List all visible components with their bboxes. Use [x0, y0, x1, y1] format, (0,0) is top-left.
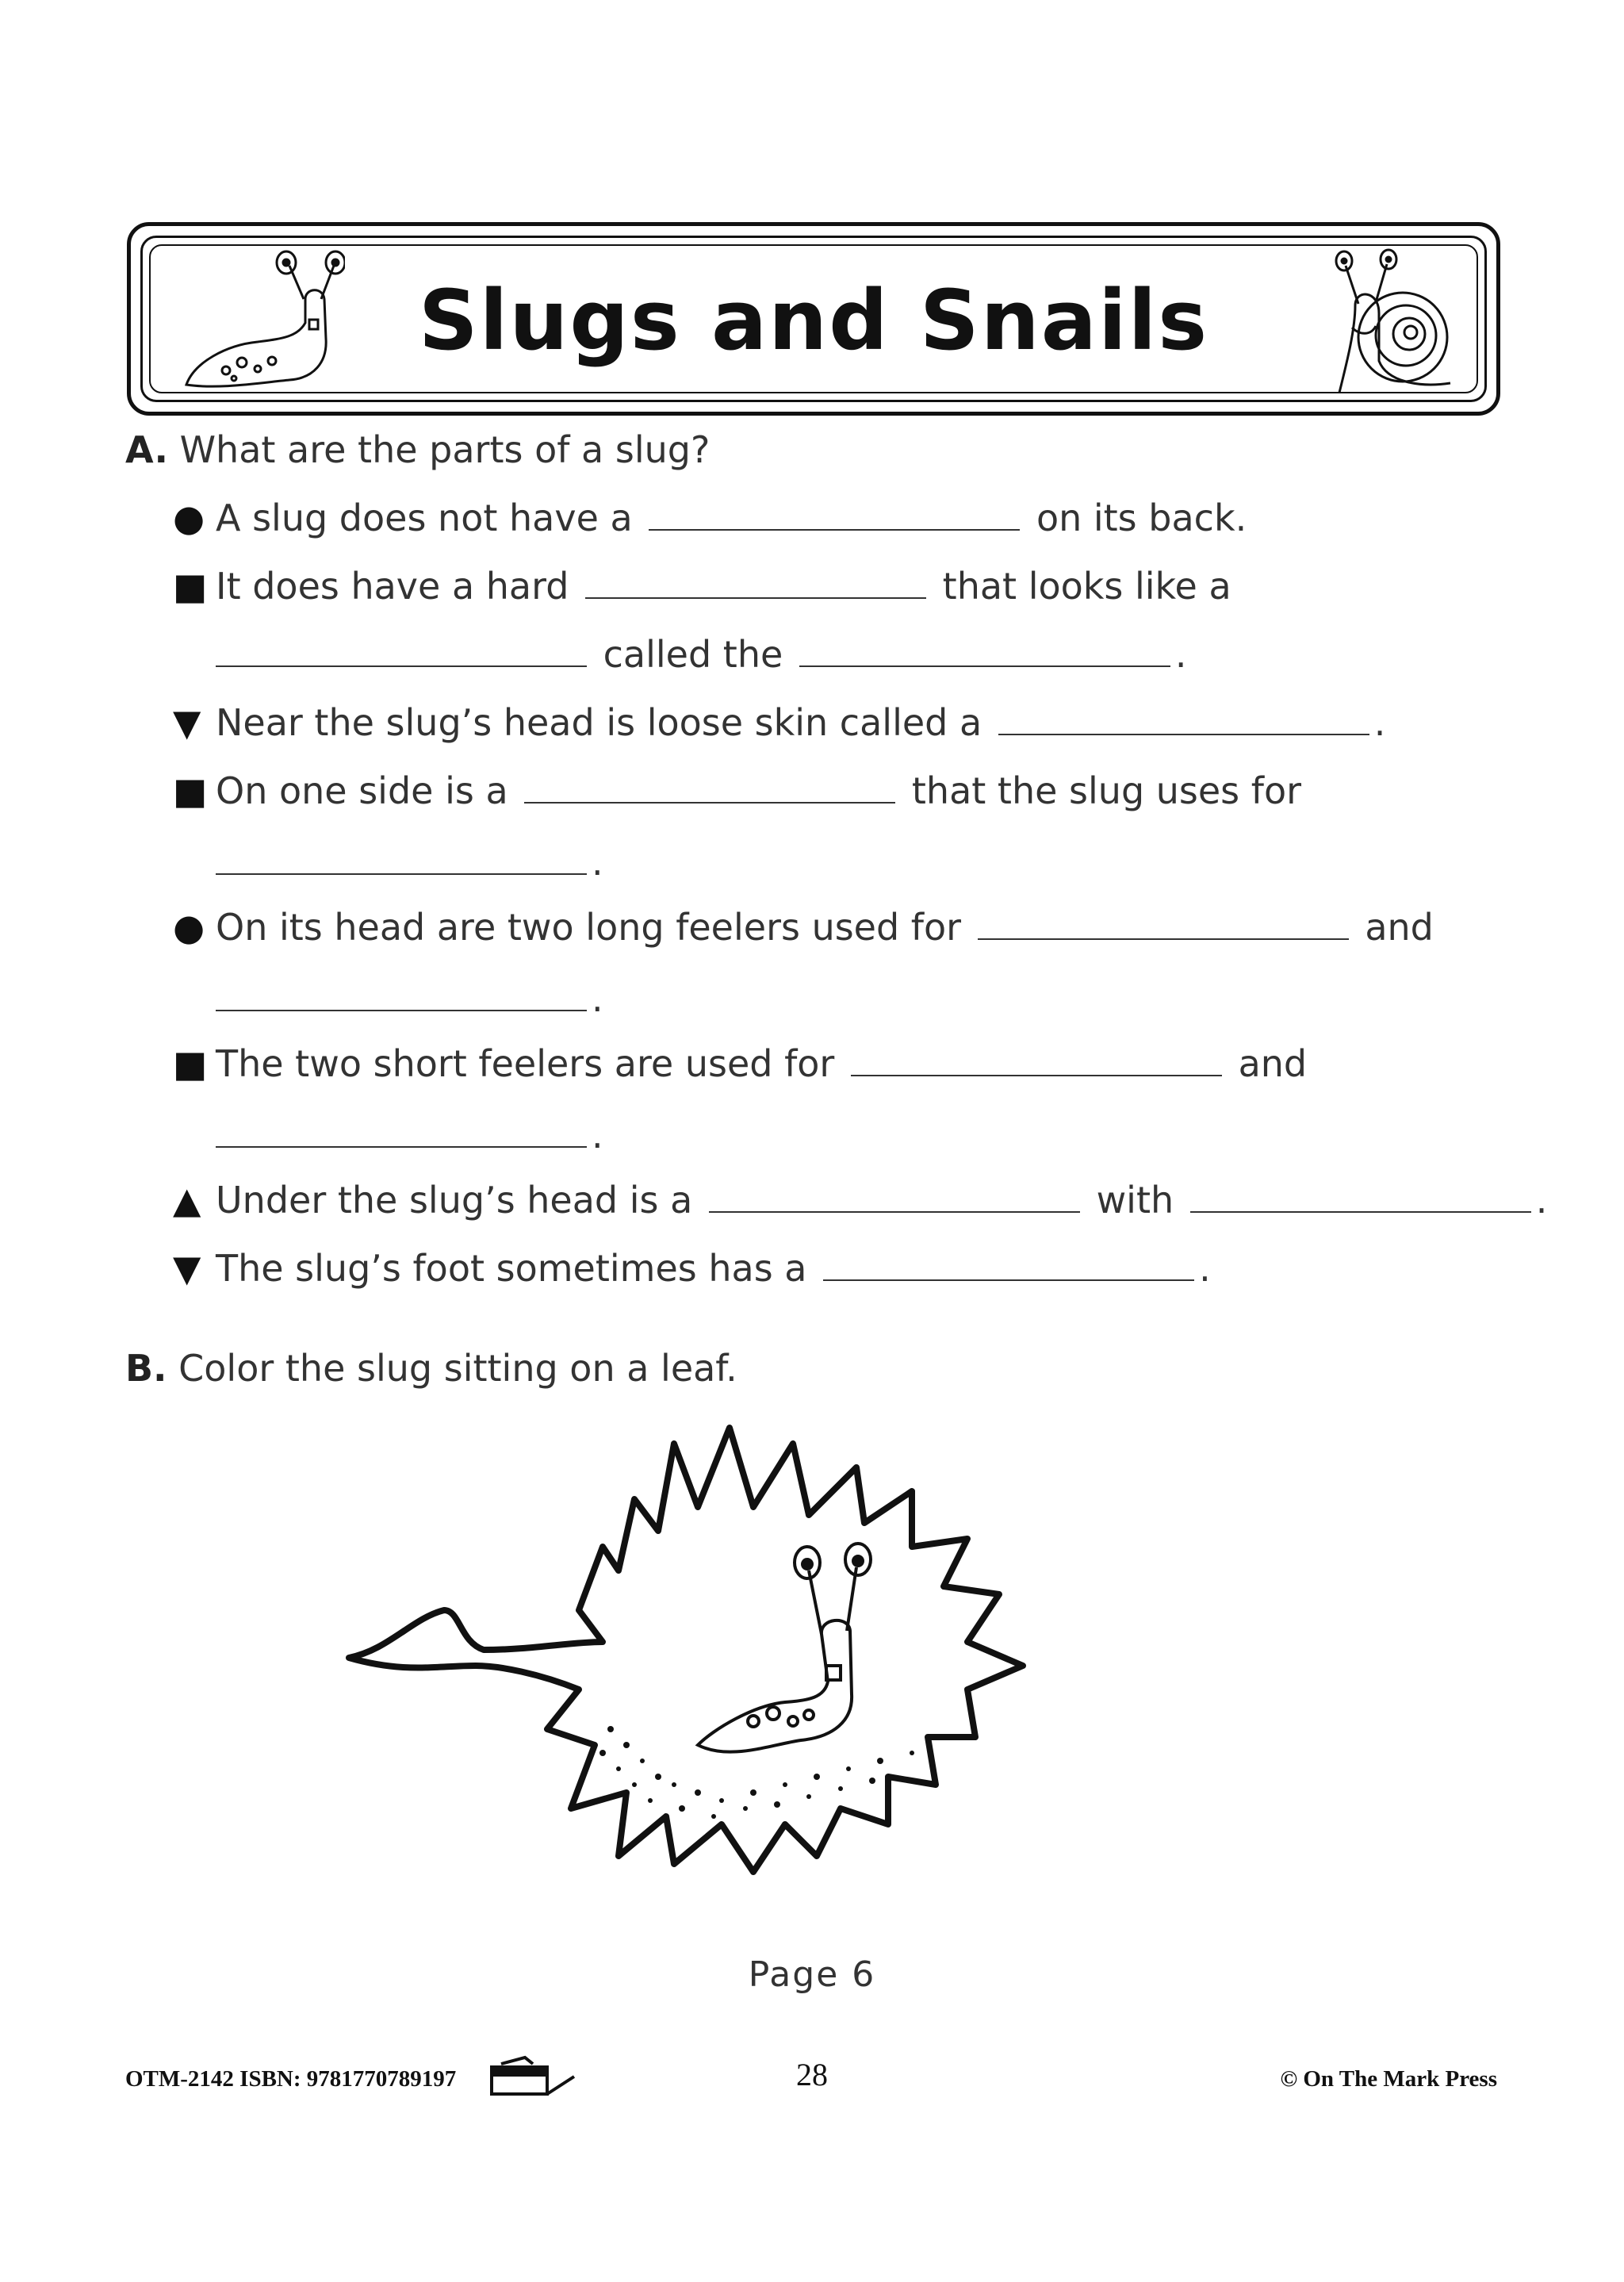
worksheet-line-5: [173, 769, 1301, 812]
page-title: Slugs and Snails: [418, 272, 1209, 369]
line-text: called the: [603, 633, 783, 676]
line-text: On one side is a: [216, 769, 508, 812]
line-text: .: [592, 1114, 603, 1156]
footer-isbn: OTM-2142 ISBN: 9781770789197: [125, 2066, 457, 2092]
bullet-circle-icon: ●: [173, 497, 205, 539]
line-text: Under the slug’s head is a: [216, 1179, 693, 1222]
slug-on-leaf-illustration: [341, 1412, 1269, 1935]
worksheet-line-3: [216, 633, 1187, 676]
bullet-circle-icon: ●: [173, 906, 205, 949]
line-text: and: [1365, 906, 1434, 949]
section-a-letter: A.: [125, 428, 168, 471]
line-text: with: [1096, 1179, 1174, 1222]
answer-blank[interactable]: [799, 639, 1170, 667]
line-text: .: [592, 841, 603, 884]
line-text: The two short feelers are used for: [216, 1042, 835, 1085]
answer-blank[interactable]: [978, 911, 1349, 940]
section-a-heading: [125, 428, 710, 471]
line-text: Near the slug’s head is loose skin called a: [216, 701, 982, 744]
worksheet-line-10: [216, 1114, 603, 1156]
bullet-square-icon: ■: [173, 1042, 208, 1085]
section-b-text: Color the slug sitting on a leaf.: [178, 1347, 737, 1390]
line-text: that the slug uses for: [911, 769, 1302, 812]
line-text: that looks like a: [942, 565, 1231, 608]
worksheet-line-9: [173, 1042, 1307, 1085]
line-text: A slug does not have a: [216, 497, 633, 539]
line-text: and: [1238, 1042, 1308, 1085]
worksheet-line-7: [173, 906, 1434, 949]
bullet-down-triangle-icon: ▼: [173, 1247, 201, 1290]
answer-blank[interactable]: [709, 1184, 1080, 1213]
section-a-text: What are the parts of a slug?: [179, 428, 710, 471]
bullet-up-triangle-icon: ▲: [173, 1179, 201, 1222]
line-text: On its head are two long feelers used for: [216, 906, 962, 949]
bullet-square-icon: ■: [173, 565, 208, 608]
answer-blank[interactable]: [524, 775, 895, 803]
section-b-letter: B.: [125, 1347, 167, 1390]
worksheet-line-11: [173, 1179, 1547, 1222]
answer-blank[interactable]: [1190, 1184, 1531, 1213]
worksheet-line-6: [216, 841, 603, 884]
answer-blank[interactable]: [585, 570, 926, 599]
line-text: It does have a hard: [216, 565, 569, 608]
line-text: .: [592, 977, 603, 1020]
answer-blank[interactable]: [216, 846, 587, 875]
section-b-heading: [125, 1347, 737, 1390]
page-label: Page 6: [748, 1954, 876, 1995]
answer-blank[interactable]: [851, 1048, 1222, 1076]
line-text: The slug’s foot sometimes has a: [216, 1247, 807, 1290]
bullet-square-icon: ■: [173, 769, 208, 812]
line-text: .: [1535, 1179, 1548, 1222]
worksheet-line-12: [173, 1247, 1211, 1290]
footer-page-number: 28: [796, 2057, 828, 2092]
line-text: on its back.: [1036, 497, 1247, 539]
answer-blank[interactable]: [998, 707, 1369, 735]
answer-blank[interactable]: [823, 1252, 1194, 1281]
bullet-down-triangle-icon: ▼: [173, 701, 201, 744]
worksheet-line-8: [216, 977, 603, 1020]
worksheet-line-1: [173, 497, 1247, 539]
line-text: .: [1373, 701, 1386, 744]
footer-copyright: © On The Mark Press: [1280, 2066, 1497, 2092]
title-banner: [127, 222, 1500, 416]
line-text: .: [1174, 633, 1187, 676]
worksheet-line-4: [173, 701, 1385, 744]
worksheet-line-2: [173, 565, 1231, 608]
line-text: .: [1199, 1247, 1211, 1290]
answer-blank[interactable]: [216, 639, 587, 667]
answer-blank[interactable]: [649, 502, 1020, 531]
answer-blank[interactable]: [216, 1119, 587, 1148]
snail-icon: [1323, 242, 1458, 401]
answer-blank[interactable]: [216, 983, 587, 1011]
